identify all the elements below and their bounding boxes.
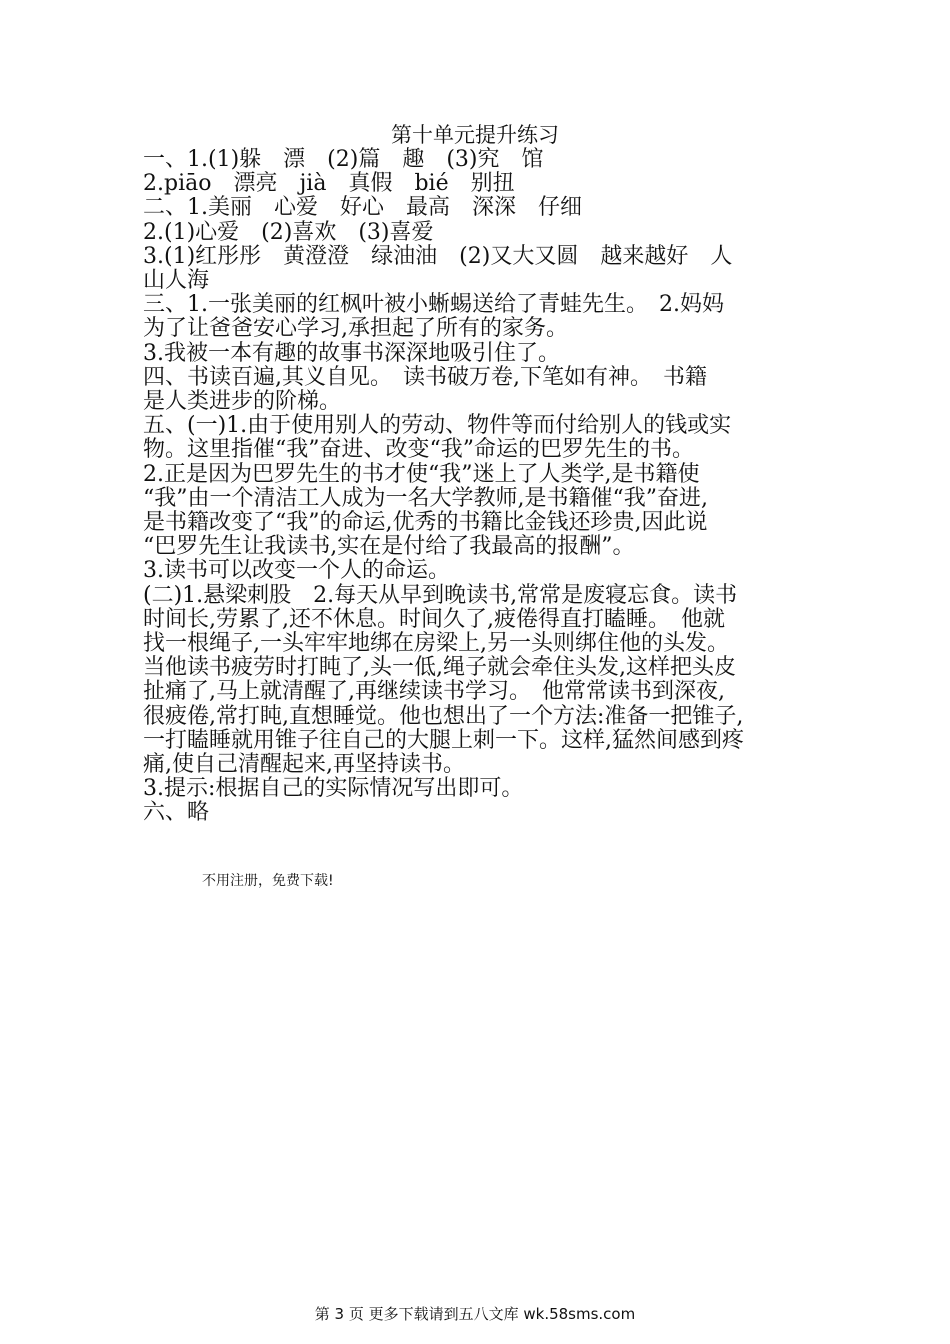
answer-line: (二)1.悬梁刺股 2.每天从早到晚读书,常常是废寝忘食。读书 — [143, 582, 738, 608]
download-note: 不用注册，免费下载! — [202, 873, 334, 889]
answer-line: 一、1.(1)躲 漂 (2)篇 趣 (3)究 馆 — [143, 147, 544, 172]
answer-line: 五、(一)1.由于使用别人的劳动、物件等而付给别人的钱或实 — [143, 413, 732, 439]
answer-line: 扯痛了,马上就清醒了,再继续读书学习。 他常常读书到深夜, — [143, 679, 725, 705]
answer-line: 四、书读百遍,其义自见。 读书破万卷,下笔如有神。 书籍 — [143, 364, 707, 390]
answer-line: 痛,使自己清醒起来,再坚持读书。 — [143, 752, 465, 778]
answer-line: 三、1.一张美丽的红枫叶被小蜥蜴送给了青蛙先生。 2.妈妈 — [143, 292, 724, 318]
answer-line: “我”由一个清洁工人成为一名大学教师,是书籍催“我”奋进, — [143, 485, 708, 511]
page-title: 第十单元提升练习 — [391, 123, 559, 147]
answer-line: 3.(1)红彤彤 黄澄澄 绿油油 (2)又大又圆 越来越好 人 — [143, 243, 733, 269]
answer-line: 是书籍改变了“我”的命运,优秀的书籍比金钱还珍贵,因此说 — [143, 510, 708, 536]
answer-line: 2.(1)心爱 (2)喜欢 (3)喜爱 — [143, 219, 434, 245]
answer-line: 山人海 — [143, 268, 210, 294]
answer-line: “巴罗先生让我读书,实在是付给了我最高的报酬”。 — [143, 534, 635, 560]
answer-line: 很疲倦,常打盹,直想睡觉。他也想出了一个方法:准备一把锥子, — [143, 703, 744, 729]
answer-line: 找一根绳子,一头牢牢地绑在房梁上,另一头则绑住他的头发。 — [143, 631, 729, 657]
answer-line: 3.提示:根据自己的实际情况写出即可。 — [143, 776, 524, 802]
page-footer: 第 3 页 更多下载请到五八文库 wk.58sms.com — [314, 1305, 636, 1323]
answer-line: 时间长,劳累了,还不休息。时间久了,疲倦得直打瞌睡。 他就 — [143, 606, 725, 632]
answer-line: 为了让爸爸安心学习,承担起了所有的家务。 — [143, 316, 568, 342]
answer-line: 一打瞌睡就用锥子往自己的大腿上刺一下。这样,猛然间感到疼 — [143, 727, 744, 753]
answer-line: 物。这里指催“我”奋进、改变“我”命运的巴罗先生的书。 — [143, 437, 694, 463]
answer-line: 当他读书疲劳时打盹了,头一低,绳子就会牵住头发,这样把头皮 — [143, 655, 736, 681]
answer-line: 2.piāo 漂亮 jià 真假 bié 别扭 — [143, 171, 515, 197]
answer-line: 六、略 — [143, 800, 210, 826]
answer-line: 二、1.美丽 心爱 好心 最高 深深 仔细 — [143, 195, 582, 221]
answer-body — [143, 148, 815, 826]
answer-line: 2.正是因为巴罗先生的书才使“我”迷上了人类学,是书籍使 — [143, 461, 700, 487]
answer-line: 是人类进步的阶梯。 — [143, 389, 342, 415]
answer-line: 3.读书可以改变一个人的命运。 — [143, 558, 450, 584]
answer-line: 3.我被一本有趣的故事书深深地吸引住了。 — [143, 340, 560, 366]
